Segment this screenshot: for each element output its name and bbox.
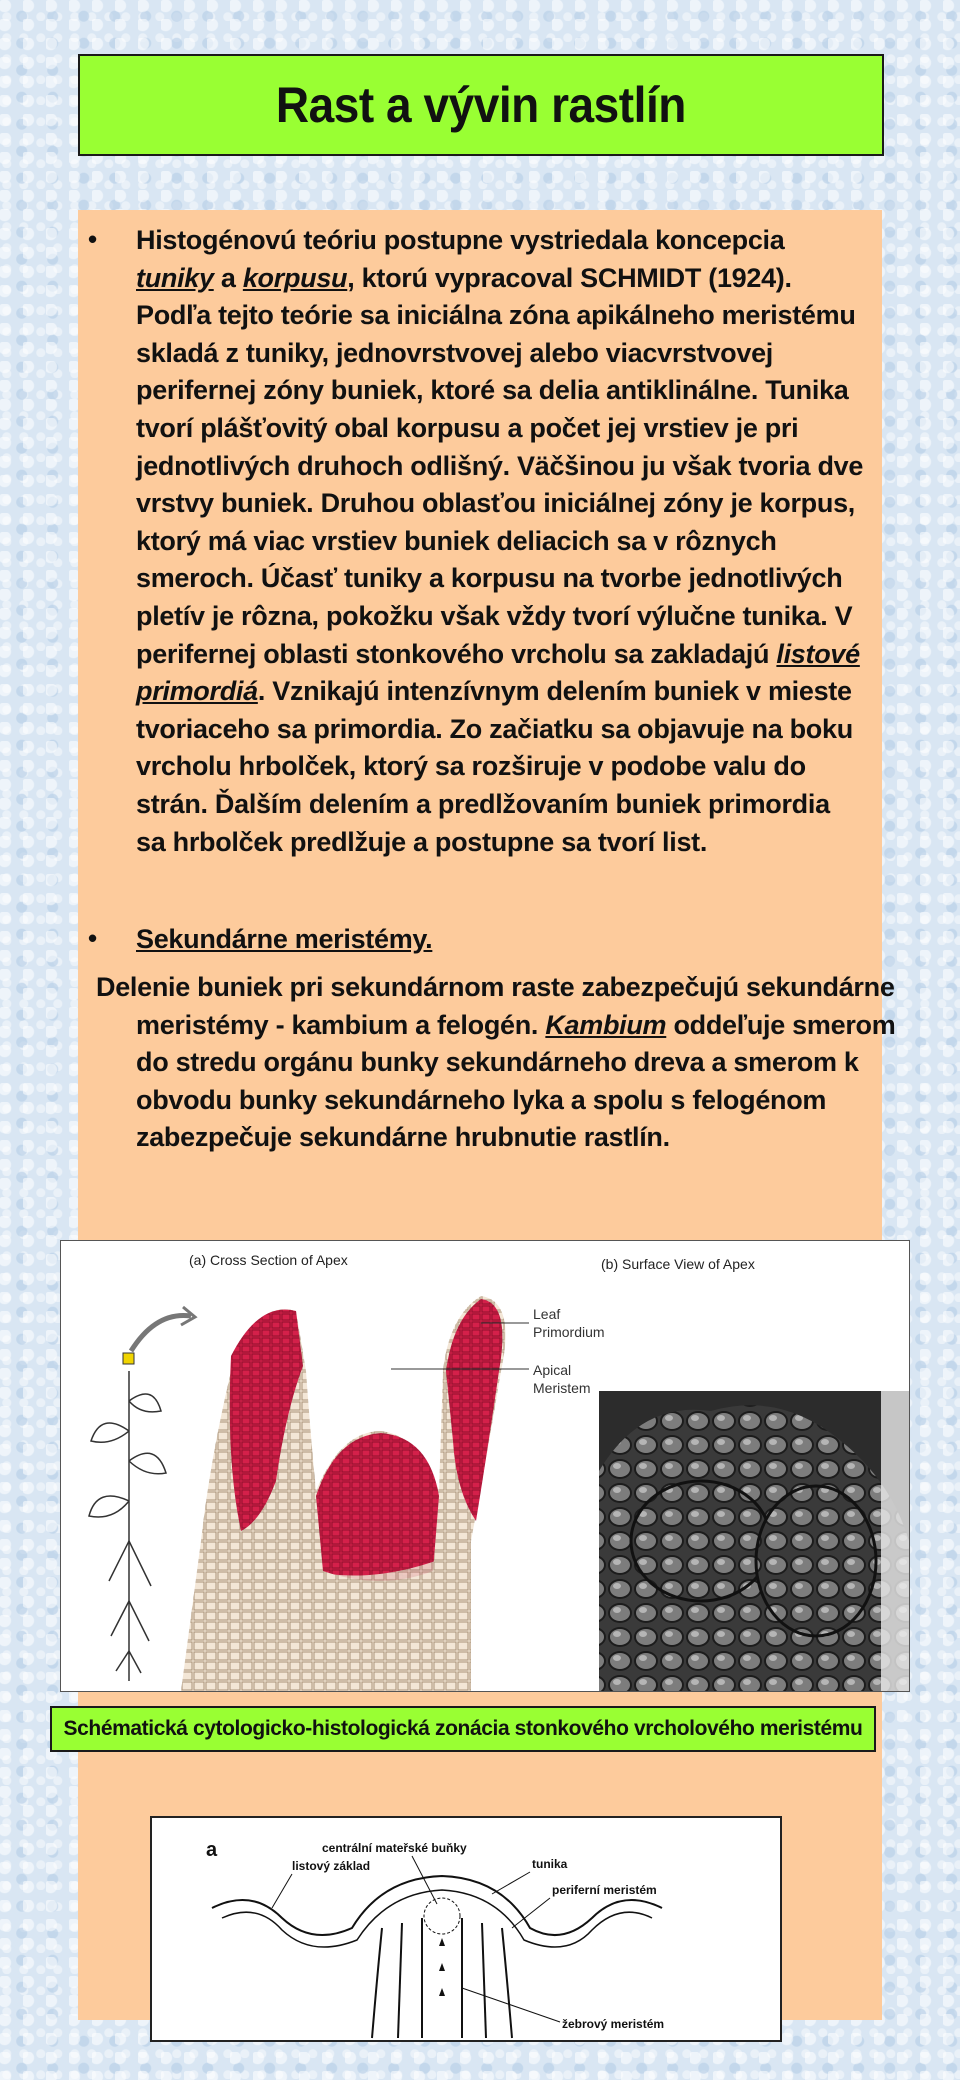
meristem-schematic	[152, 1818, 780, 2040]
label-cross-section: (a) Cross Section of Apex	[189, 1252, 348, 1268]
label-leaf: Leaf	[533, 1306, 561, 1322]
title-banner	[78, 54, 884, 156]
bullet-1: •	[88, 224, 98, 254]
paragraph-kambium: Delenie buniek pri sekundárnom raste zabezpečujú sekundárne meristémy - kambium a felogén. Kambium oddeľuje smerom do stredu orgánu bunky sekundárneho dreva a smerom k obvodu bunky sekundárneho lyka a spolu s felogénom zabezpečuje sekundárne hrubnutie rastlín.	[96, 972, 896, 1153]
heading-sekundarne-meristemy: Sekundárne meristémy.	[136, 924, 433, 954]
diagram-outline	[212, 1876, 665, 2038]
label-peripheral-meristem: periferní meristém	[552, 1883, 657, 1897]
plant-sketch	[89, 1307, 195, 1681]
label-tunica: tunika	[532, 1857, 568, 1871]
caption-text: Schématická cytologicko-histologická zonácia stonkového vrcholového meristému	[63, 1717, 863, 1740]
division-arrows	[439, 1938, 445, 1996]
term-tuniky: tuniky	[136, 262, 214, 293]
paragraph-tunika-korpus: Histogénovú teóriu postupne vystriedala koncepcia tuniky a korpusu, ktorú vypracoval SCHMIDT (1924). Podľa tejto teórie sa iniciálna zóna apikálneho meristému skladá z tuniky, jednovrstvovej alebo viacvrstvovej perifernej zóny buniek, ktoré sa delia antiklinálne. Tunika tvorí plášťovitý obal korpusu a počet jej vrstiev je pri jednotlivých druhoch odlišný. Väčšinou ju však tvoria dve vrstvy buniek. Druhou oblasťou iniciálnej zóny je korpus, ktorý má viac vrstiev buniek deliacich sa v rôznych smeroch. Účasť tuniky a korpusu na tvorbe jednotlivých pletív je rôzna, pokožku však vždy tvorí výlučne tunika. V perifernej oblasti stonkového vrcholu sa zakladajú listové primordiá. Vznikajú intenzívnym delením buniek v mieste tvoriaceho sa primordia. Zo začiatku sa objavuje na boku vrcholu hrbolček, ktorý sa rozširuje v podobe valu do strán. Ďalším delením a predlžovaním buniek primordia sa hrbolček predlžuje a postupne sa tvorí list.	[136, 225, 864, 857]
page-title: Rast a vývin rastlín	[275, 77, 687, 133]
label-meristem: Meristem	[533, 1380, 591, 1396]
label-primordium: Primordium	[533, 1324, 605, 1340]
central-zone	[424, 1898, 460, 1934]
label-central-cells: centrální mateřské buňky	[322, 1841, 467, 1855]
diagram-pointers	[272, 1856, 560, 2022]
label-leaf-base: listový základ	[292, 1859, 371, 1873]
label-rib-meristem: žebrový meristém	[562, 2017, 665, 2031]
meristem-diagram	[150, 1816, 782, 2042]
label-apical: Apical	[533, 1362, 572, 1378]
caption-banner	[50, 1706, 876, 1752]
diagram-letter: a	[206, 1839, 218, 1861]
apex-highlight	[123, 1353, 134, 1364]
label-surface-view: (b) Surface View of Apex	[601, 1256, 755, 1272]
term-korpusu: korpusu	[242, 262, 348, 293]
apex-illustration	[61, 1241, 909, 1691]
cross-section-image	[181, 1296, 506, 1691]
term-listove-primordia: listové primordiá	[136, 638, 860, 707]
surface-view-image	[599, 1391, 909, 1691]
apex-figure	[60, 1240, 910, 1692]
term-kambium: Kambium	[545, 1009, 667, 1040]
bullet-2: •	[88, 923, 98, 953]
